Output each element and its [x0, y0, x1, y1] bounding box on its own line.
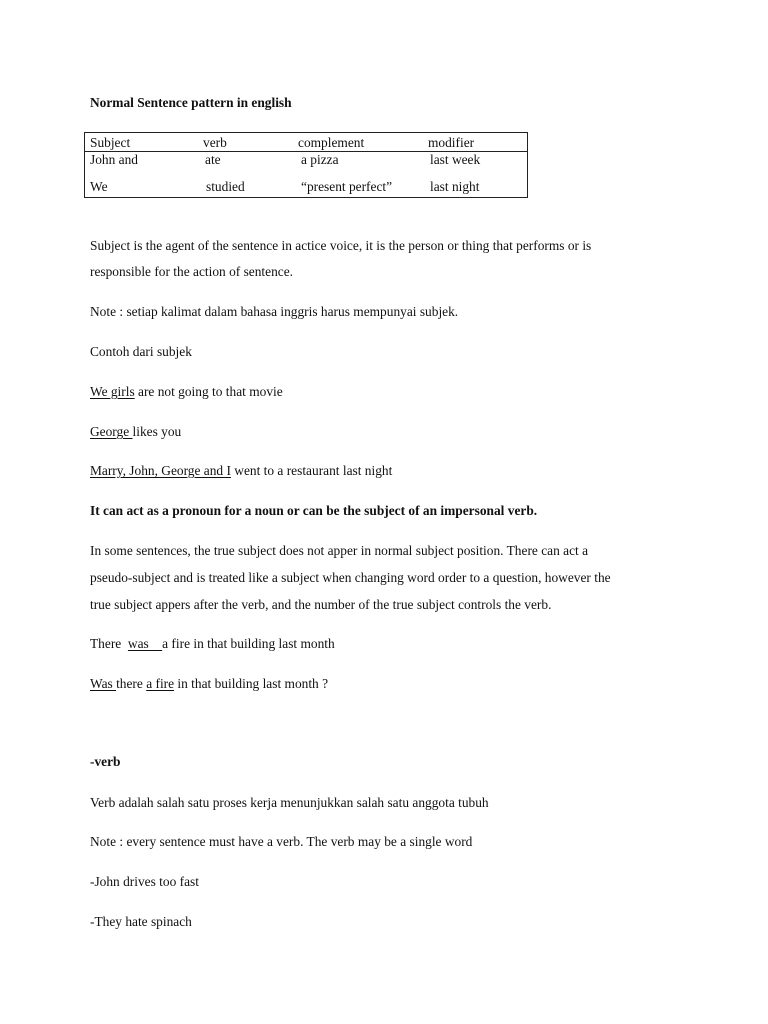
- table-cell: We: [90, 179, 108, 194]
- example-sentence: [90, 385, 283, 398]
- sentence-part: There: [90, 636, 128, 651]
- paragraph-line: In some sentences, the true subject does not apper in normal subject position. There can act a: [90, 543, 589, 558]
- underlined-subject: We girls: [90, 384, 135, 399]
- table-header-complement: complement: [298, 135, 365, 150]
- verb-example: -John drives too fast: [90, 874, 199, 889]
- bold-statement: It can act as a pronoun for a noun or can be the subject of an impersonal verb.: [90, 503, 538, 518]
- document-title: Normal Sentence pattern in english: [90, 95, 292, 110]
- table-cell: “present perfect”: [301, 179, 393, 194]
- example-sentence: [90, 464, 392, 477]
- table-header-modifier: modifier: [428, 135, 475, 150]
- underlined-verb: was: [127, 636, 163, 651]
- underlined-subject: George: [90, 424, 133, 439]
- paragraph-line: pseudo-subject and is treated like a subject when changing word order to a question, however the: [90, 570, 611, 585]
- note-subjek: Note : setiap kalimat dalam bahasa inggris harus mempunyai subjek.: [90, 304, 459, 319]
- sentence-part: there: [116, 676, 147, 691]
- table-cell: ate: [205, 152, 221, 167]
- verb-heading: -verb: [90, 754, 121, 769]
- underlined-subject: a fire: [146, 676, 175, 691]
- paragraph-line: responsible for the action of sentence.: [90, 264, 294, 279]
- table-cell: John and: [90, 152, 138, 167]
- table-cell: studied: [206, 179, 245, 194]
- table-cell: last night: [430, 179, 480, 194]
- underlined-subject: Marry, John, George and I: [90, 463, 231, 478]
- paragraph-line: true subject appers after the verb, and the number of the true subject controls the verb.: [90, 597, 552, 612]
- verb-example: -They hate spinach: [90, 914, 192, 929]
- table-header-verb: verb: [203, 135, 227, 150]
- table-cell: last week: [430, 152, 481, 167]
- note-verb: Note : every sentence must have a verb. The verb may be a single word: [90, 834, 473, 849]
- sentence-rest: likes you: [132, 424, 182, 439]
- example-was-there: [90, 677, 328, 690]
- sentence-part: a fire in that building last month: [162, 636, 335, 651]
- example-there-was: [90, 637, 335, 650]
- verb-definition: Verb adalah salah satu proses kerja menunjukkan salah satu anggota tubuh: [90, 795, 489, 810]
- sentence-rest: went to a restaurant last night: [230, 463, 393, 478]
- example-sentence: [90, 425, 181, 438]
- underlined-verb: Was: [90, 676, 117, 691]
- sentence-rest: are not going to that movie: [134, 384, 283, 399]
- table-header-subject: Subject: [90, 135, 131, 150]
- paragraph-line: Subject is the agent of the sentence in actice voice, it is the person or thing that performs or is: [90, 238, 592, 253]
- sentence-part: in that building last month ?: [174, 676, 329, 691]
- contoh-subjek: Contoh dari subjek: [90, 344, 192, 359]
- table-cell: a pizza: [301, 152, 339, 167]
